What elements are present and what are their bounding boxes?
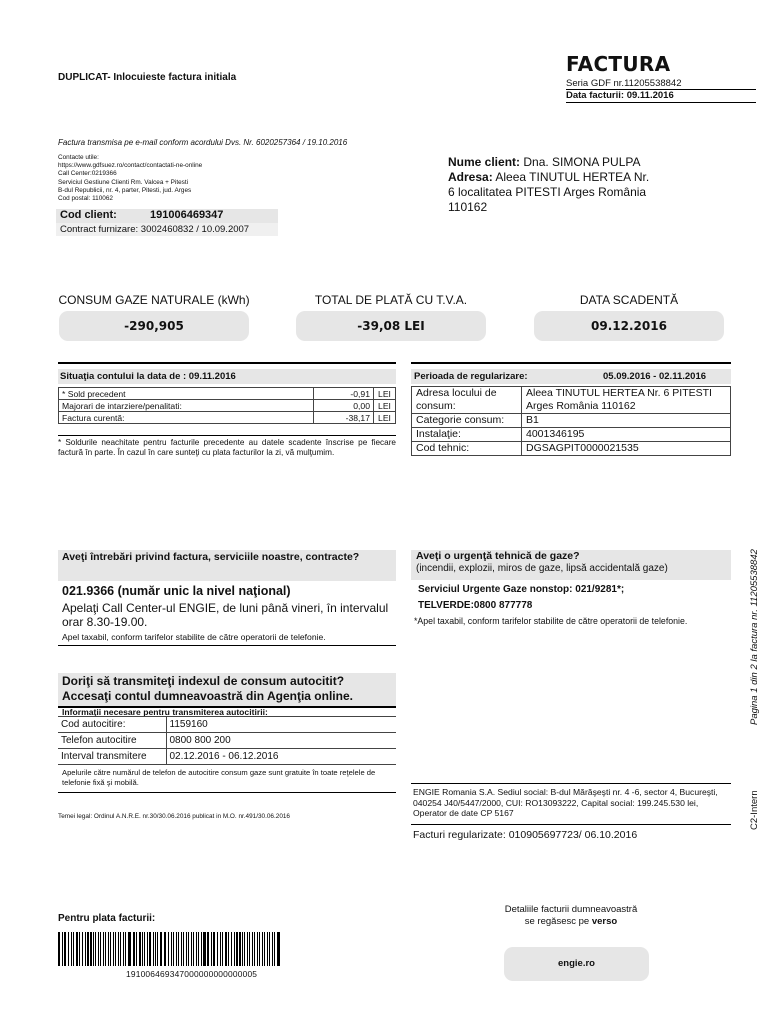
document-title: FACTURA bbox=[566, 52, 671, 76]
barcode bbox=[58, 932, 280, 966]
call-center-phone[interactable]: 021.9366 (număr unic la nivel naţional) bbox=[62, 584, 291, 598]
row-key: Telefon autocitire bbox=[58, 733, 166, 749]
row-value: 0,00 bbox=[314, 400, 374, 412]
divider bbox=[411, 783, 731, 784]
row-currency: LEI bbox=[374, 412, 396, 424]
engie-website-button[interactable]: engie.ro bbox=[504, 947, 649, 981]
contact-line: Cod postal: 110062 bbox=[58, 195, 113, 203]
questions-title: Aveţi întrebări privind factura, serviciile noastre, contracte? bbox=[62, 551, 360, 563]
page-indicator: Pagina 1 din 2 la factura nr. 11205538842 bbox=[749, 549, 760, 725]
self-reading-note: Apelurile către numărul de telefon de autocitire consum gaze sunt gratuite în toate reţelele de telefonie fixă şi mobilă. bbox=[62, 768, 376, 787]
address-line: Aleea TINUTUL HERTEA Nr. bbox=[495, 170, 650, 184]
row-currency: LEI bbox=[374, 400, 396, 412]
payment-label: Pentru plata facturii: bbox=[58, 913, 156, 924]
due-date-label: DATA SCADENTĂ bbox=[579, 293, 679, 307]
row-key: Instalaţie: bbox=[412, 428, 522, 442]
divider bbox=[566, 102, 756, 103]
table-row bbox=[412, 387, 731, 414]
divider bbox=[58, 362, 396, 364]
row-label: Majorari de intarziere/penalitati: bbox=[59, 400, 314, 412]
call-center-hours: Apelaţi Call Center-ul ENGIE, de luni până vineri, în intervalul orar 8.30-19.00. bbox=[62, 601, 389, 629]
telverde-phone[interactable]: TELVERDE:0800 877778 bbox=[418, 600, 533, 611]
row-value: Aleea TINUTUL HERTEA Nr. 6 PITESTI Arges România 110162 bbox=[522, 387, 731, 414]
regularized-invoices: Facturi regularizate: 010905697723/ 06.10.2016 bbox=[413, 829, 638, 841]
account-table bbox=[58, 387, 396, 424]
self-reading-title: Doriţi să transmiteţi indexul de consum autocitit? Accesaţi contul dumneavoastră din Agenţia online. bbox=[62, 674, 353, 703]
contact-line: B-dul Republicii, nr. 4, parter, Pitesti, jud. Arges bbox=[58, 186, 192, 194]
table-row bbox=[59, 412, 396, 424]
row-key: Adresa locului de consum: bbox=[412, 387, 522, 414]
row-value: B1 bbox=[522, 414, 731, 428]
row-key: Cod tehnic: bbox=[412, 442, 522, 456]
row-key: Cod autocitire: bbox=[58, 717, 166, 733]
client-name-label: Nume client: bbox=[448, 155, 521, 169]
row-key: Interval transmitere bbox=[58, 749, 166, 765]
contact-info bbox=[58, 154, 288, 203]
balance-note: * Soldurile neachitate pentru facturile precedente au datele scadente înscrise pe fiecare factură în parte. În cazul în care sunteţi cu plata facturilor la zi, vă mulţumim. bbox=[58, 438, 396, 457]
barcode-number: 191006469347000000000000005 bbox=[126, 969, 258, 979]
row-value: DGSAGPIT0000021535 bbox=[522, 442, 731, 456]
table-row bbox=[58, 717, 396, 733]
details-note bbox=[474, 904, 668, 928]
total-value: -39,08 LEI bbox=[296, 311, 486, 341]
divider bbox=[411, 824, 731, 825]
divider bbox=[58, 645, 396, 646]
row-value: -38,17 bbox=[314, 412, 374, 424]
contact-line: Contacte utile: bbox=[58, 154, 99, 161]
address-line: 110162 bbox=[448, 200, 488, 214]
total-label: TOTAL DE PLATĂ CU T.V.A. bbox=[314, 293, 468, 307]
classification-label: C2-Intern bbox=[749, 790, 760, 830]
contact-link[interactable]: https://www.gdfsuez.ro/contact/contactati-ne-online bbox=[58, 162, 203, 170]
legal-basis: Temei legal: Ordinul A.N.R.E. nr.30/30.06.2016 publicat in M.O. nr.491/30.06.2016 bbox=[58, 813, 290, 820]
urgency-note: *Apel taxabil, conform tarifelor stabilite de către operatorii de telefonie. bbox=[414, 616, 688, 626]
company-legal-info: ENGIE Romania S.A. Sediul social: B-dul Mărăşeşti nr. 4 -6, sector 4, Bucureşti, 040254 J40/5447/2000, CUI: RO13093222, Capital social: 199.245.530 lei, Operator de date CP 5167 bbox=[413, 787, 718, 818]
row-value: -0,91 bbox=[314, 388, 374, 400]
self-reading-subtitle: Informaţii necesare pentru transmiterea autocitirii: bbox=[62, 707, 268, 717]
row-currency: LEI bbox=[374, 388, 396, 400]
row-value: 4001346195 bbox=[522, 428, 731, 442]
row-label: * Sold precedent bbox=[59, 388, 314, 400]
divider bbox=[58, 435, 396, 436]
urgency-subtitle: (incendii, explozii, miros de gaze, lipsă accidentală gaze) bbox=[416, 563, 668, 574]
details-line: se regăsesc pe verso bbox=[524, 916, 618, 927]
consumption-value: -290,905 bbox=[59, 311, 249, 341]
email-note: Factura transmisa pe e-mail conform acordului Dvs. Nr. 6020257364 / 19.10.2016 bbox=[58, 138, 348, 147]
duplicate-notice: DUPLICAT- Inlocuieste factura initiala bbox=[58, 72, 237, 83]
row-value: 1159160 bbox=[166, 717, 396, 733]
client-block bbox=[448, 155, 738, 215]
address-line: 6 localitatea PITESTI Arges România bbox=[448, 185, 647, 199]
row-value: 02.12.2016 - 06.12.2016 bbox=[166, 749, 396, 765]
account-status-title: Situaţia contului la data de : 09.11.2016 bbox=[60, 371, 236, 382]
table-row bbox=[58, 733, 396, 749]
client-code-label: Cod client: bbox=[60, 209, 117, 221]
divider bbox=[411, 362, 731, 364]
contract-info: Contract furnizare: 3002460832 / 10.09.2007 bbox=[60, 224, 250, 235]
address-label: Adresa: bbox=[448, 170, 493, 184]
emergency-phone[interactable]: Serviciul Urgente Gaze nonstop: 021/9281*; bbox=[418, 584, 625, 595]
row-value: 0800 800 200 bbox=[166, 733, 396, 749]
table-row bbox=[412, 414, 731, 428]
regularization-period: 05.09.2016 - 02.11.2016 bbox=[603, 371, 707, 382]
invoice-date: Data facturii: 09.11.2016 bbox=[566, 90, 674, 101]
call-tax-note: Apel taxabil, conform tarifelor stabilite de către operatorii de telefonie. bbox=[62, 632, 326, 642]
client-code-value: 191006469347 bbox=[150, 209, 224, 221]
self-reading-table bbox=[58, 716, 396, 765]
contact-line: Call Center:0219366 bbox=[58, 170, 117, 178]
table-row bbox=[58, 749, 396, 765]
details-line: Detaliile facturii dumneavoastră bbox=[504, 904, 638, 915]
consumption-place-table bbox=[411, 386, 731, 456]
urgency-title: Aveţi o urgenţă tehnică de gaze? bbox=[416, 550, 580, 562]
invoice-series: Seria GDF nr.11205538842 bbox=[566, 78, 682, 89]
divider bbox=[58, 792, 396, 793]
table-row bbox=[59, 400, 396, 412]
regularization-label: Perioada de regularizare: bbox=[414, 371, 528, 382]
client-name: Dna. SIMONA PULPA bbox=[523, 155, 641, 169]
consumption-label: CONSUM GAZE NATURALE (kWh) bbox=[58, 293, 250, 307]
due-date-value: 09.12.2016 bbox=[534, 311, 724, 341]
table-row bbox=[412, 442, 731, 456]
table-row bbox=[59, 388, 396, 400]
row-label: Factura curentă: bbox=[59, 412, 314, 424]
table-row bbox=[412, 428, 731, 442]
contact-line: Serviciul Gestiune Clienti Rm. Valcea + Pitesti bbox=[58, 178, 189, 186]
row-key: Categorie consum: bbox=[412, 414, 522, 428]
